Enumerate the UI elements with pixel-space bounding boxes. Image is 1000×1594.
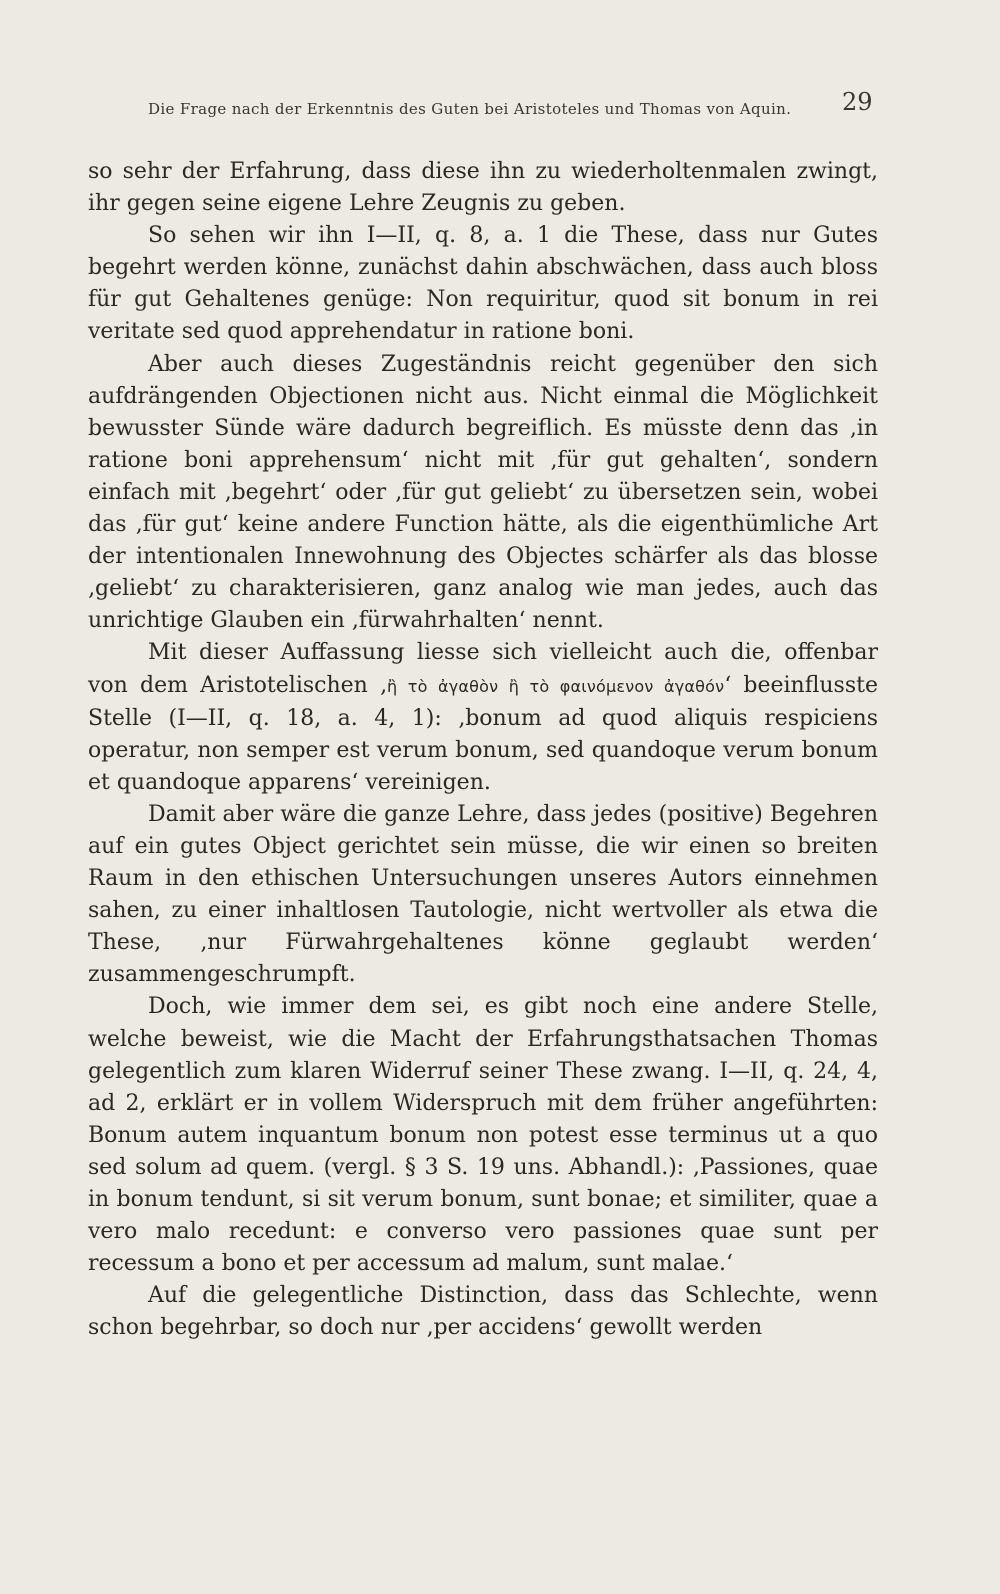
paragraph-4 [88, 637, 878, 798]
greek-quotation: ἢ τὸ ἀγαθὸν ἢ τὸ φαινόμενον ἀγαθόν [386, 676, 725, 696]
page-number: 29 [842, 88, 873, 116]
running-header: Die Frage nach der Erkenntnis des Guten bei Aristoteles und Thomas von Aquin. [148, 100, 792, 118]
paragraph-1: so sehr der Erfahrung, dass diese ihn zu wiederholtenmalen zwingt, ihr gegen seine eigene Lehre Zeugnis zu geben. [88, 159, 878, 217]
paragraph-4-text-after: ‘ beeinflusste Stelle (I—II, q. 18, a. 4, 1): ‚bonum ad quod aliquis respiciens operatur, non semper est verum bonum, sed quandoque verum bonum et quandoque apparens‘ vereinigen. [88, 672, 878, 795]
body-text [88, 156, 878, 1344]
paragraph-3: Aber auch dieses Zugeständnis reicht gegenüber den sich aufdrängenden Objectionen nicht aus. Nicht einmal die Möglichkeit bewusster Sünde wäre dadurch begreiflich. Es müsste denn das ‚in ratione boni apprehensum‘ nicht mit ‚für gut gehalten‘, sondern einfach mit ‚begehrt‘ oder ‚für gut geliebt‘ zu übersetzen sein, wobei das ‚für gut‘ keine andere Function hätte, als die eigenthümliche Art der intentionalen Innewohnung des Objectes schärfer als das blosse ‚geliebt‘ zu charakterisieren, ganz analog wie man jedes, auch das unrichtige Glauben ein ‚fürwahrhalten‘ nennt. [88, 351, 878, 634]
paragraph-6: Doch, wie immer dem sei, es gibt noch eine andere Stelle, welche beweist, wie die Macht der Erfahrungsthatsachen Thomas gelegentlich zum klaren Widerruf seiner These zwang. I—II, q. 24, 4, ad 2, erklärt er in vollem Widerspruch mit dem früher angeführten: Bonum autem inquantum bonum non potest esse terminus ut a quo sed solum ad quem. (vergl. § 3 S. 19 uns. Abhandl.): ‚Passiones, quae in bonum tendunt, si sit verum bonum, sunt bonae; et similiter, quae a vero malo recedunt: e converso vero passiones quae sunt per recessum a bono et per accessum ad malum, sunt malae.‘ [88, 994, 878, 1277]
paragraph-5: Damit aber wäre die ganze Lehre, dass jedes (positive) Begehren auf ein gutes Object gerichtet sein müsse, die wir einen so breiten Raum in den ethischen Untersuchungen unseres Autors einnehmen sahen, zu einer inhaltlosen Tautologie, nicht wertvoller als etwa die These, ‚nur Fürwahrgehaltenes könne geglaubt werden‘ zusammengeschrumpft. [88, 801, 878, 988]
paragraph-2: So sehen wir ihn I—II, q. 8, a. 1 die These, dass nur Gutes begehrt werden könne, zunächst dahin abschwächen, dass auch bloss für gut Gehaltenes genüge: Non requiritur, quod sit bonum in rei veritate sed quod apprehendatur in ratione boni. [88, 223, 878, 345]
paragraph-7: Auf die gelegentliche Distinction, dass das Schlechte, wenn schon begehrbar, so doch nur ‚per accidens‘ gewollt werden [88, 1283, 878, 1341]
paragraph-4-text-before: Mit dieser Auffassung liesse sich vielleicht auch die, offenbar von dem Aristotelischen ‚ [88, 640, 878, 698]
